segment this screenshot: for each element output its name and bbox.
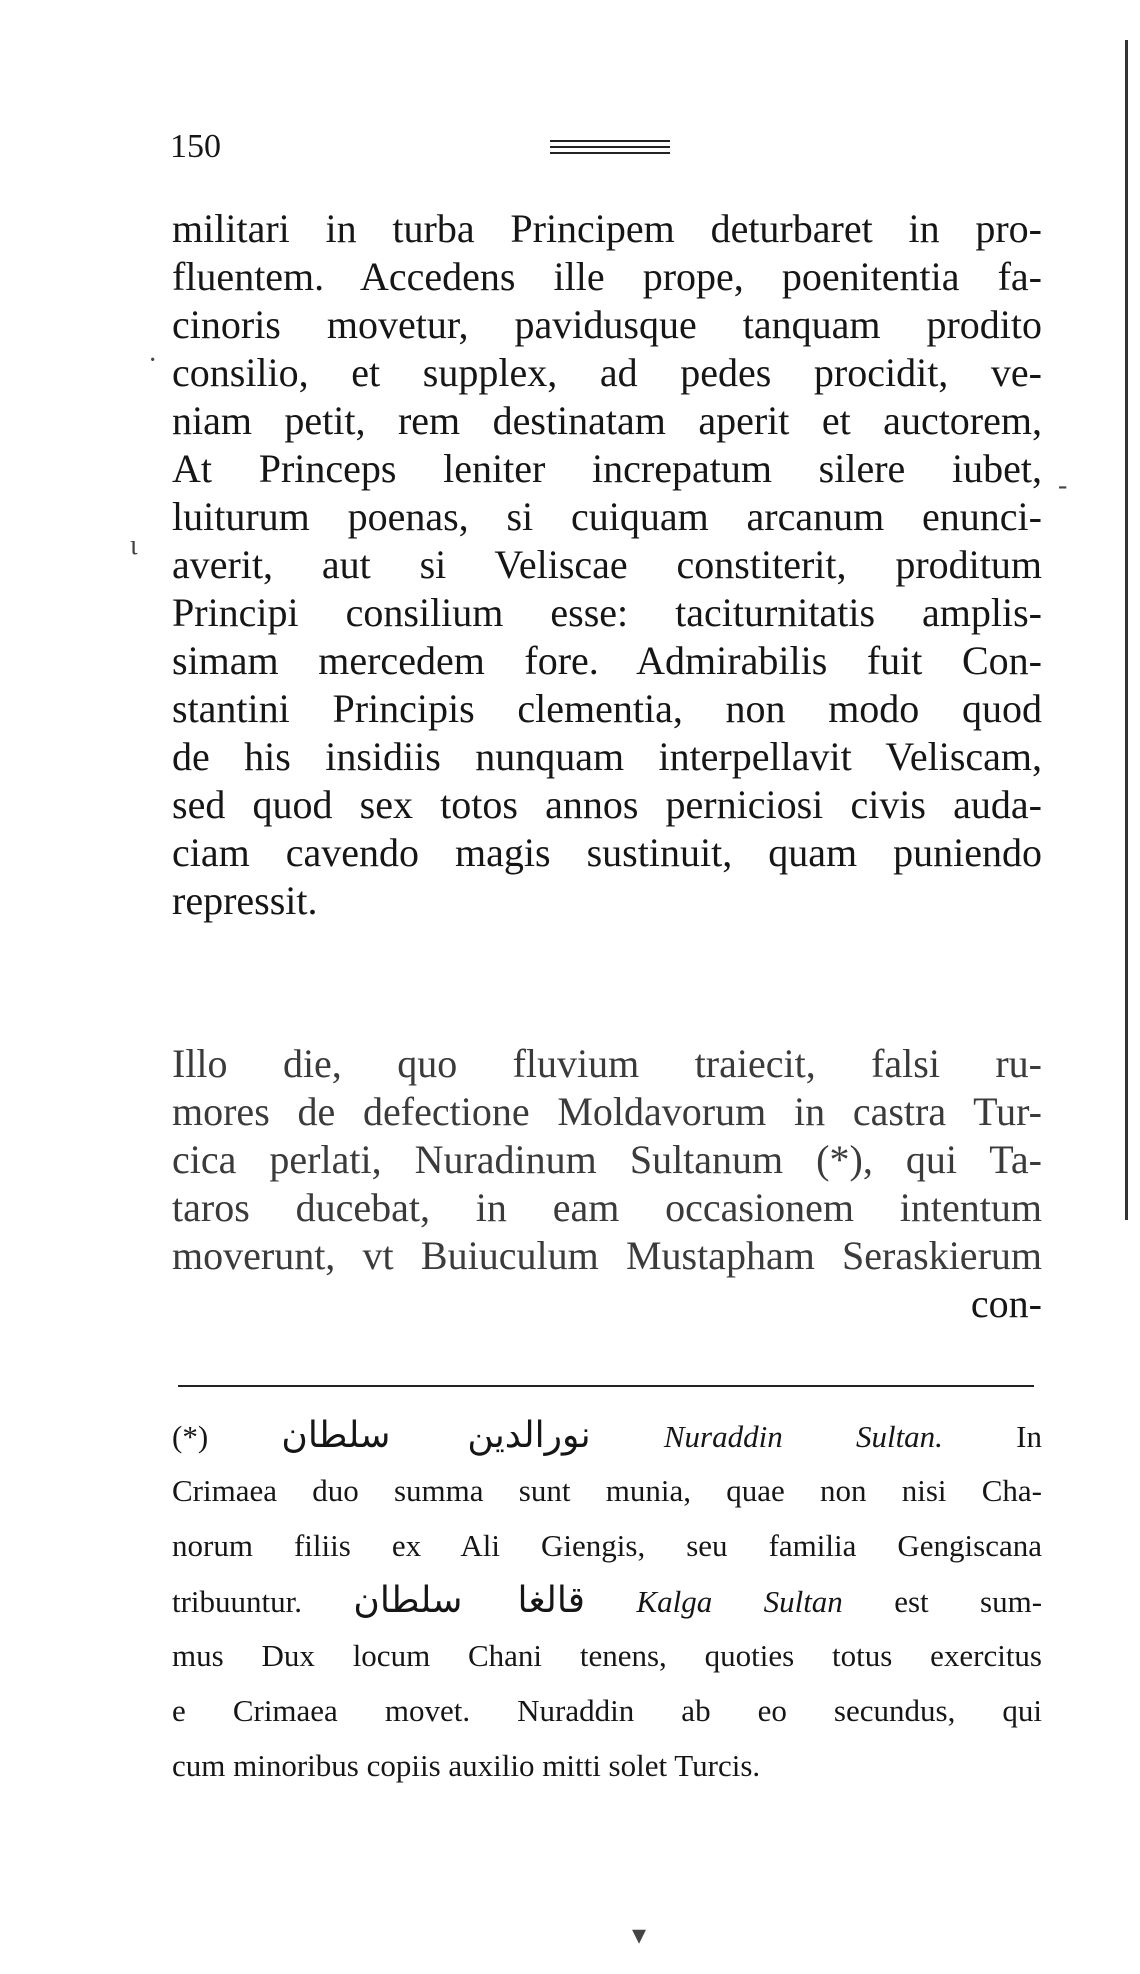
p1-line-4: consilio, et supplex, ad pedes procidit, ve- [172, 350, 1042, 395]
p1-line-1: militari in turba Principem deturbaret in pro- [172, 206, 1042, 251]
footnote [172, 1408, 1042, 1793]
margin-mark: - [1058, 470, 1068, 501]
footnote-text-1: In [1016, 1419, 1042, 1454]
margin-mark: ι [130, 530, 138, 561]
p2-line-3: cica perlati, Nuradinum Sultanum (*), qui Ta- [172, 1137, 1042, 1182]
catchword-block [172, 1280, 1042, 1328]
p1-line-3: cinoris movetur, pavidusque tanquam prodito [172, 302, 1042, 347]
footnote-line-1: Crimaea duo summa sunt munia, quae non nisi Cha- [172, 1473, 1042, 1508]
arabic-name-1: نورالدين سلطان [281, 1415, 591, 1456]
footnote-after-line-2: e Crimaea movet. Nuraddin ab eo secundus, qui [172, 1693, 1042, 1728]
p2-line-4: taros ducebat, in eam occasionem intentum [172, 1185, 1042, 1230]
p1-line-14: ciam cavendo magis sustinuit, quam puniendo [172, 830, 1042, 875]
p1-line-8: averit, aut si Veliscae constiterit, proditum [172, 542, 1042, 587]
p1-line-13: sed quod sex totos annos perniciosi civis auda- [172, 782, 1042, 827]
margin-mark: · [148, 345, 158, 376]
paragraph-1 [172, 205, 1042, 925]
p2-line-1: Illo die, quo fluvium traiecit, falsi ru- [172, 1041, 1042, 1086]
p1-line-2: fluentem. Accedens ille prope, poenitentia fa- [172, 254, 1042, 299]
footnote-line4-end: est sum- [894, 1584, 1042, 1619]
catchword: con- [970, 1281, 1042, 1326]
p1-line-9: Principi consilium esse: taciturnitatis amplis- [172, 590, 1042, 635]
p1-line-12: de his insidiis nunquam interpellavit Veliscam, [172, 734, 1042, 779]
p1-line-11: stantini Principis clementia, non modo quod [172, 686, 1042, 731]
p1-line-10: simam mercedem fore. Admirabilis fuit Con- [172, 638, 1042, 683]
p1-line-15: repressit. [172, 878, 318, 923]
page-number: 150 [170, 128, 221, 165]
footnote-rule [178, 1385, 1034, 1387]
footnote-line-2: norum filiis ex Ali Giengis, seu familia Gengiscana [172, 1528, 1042, 1563]
p2-line-5: moverunt, vt Buiuculum Mustapham Seraskierum [172, 1233, 1042, 1278]
p1-line-5: niam petit, rem destinatam aperit et auctorem, [172, 398, 1042, 443]
header-ornament [550, 140, 670, 158]
p1-line-7: luiturum poenas, si cuiquam arcanum enunci- [172, 494, 1042, 539]
footnote-after-line-3: cum minoribus copiis auxilio mitti solet Turcis. [172, 1748, 761, 1783]
paragraph-2 [172, 1040, 1042, 1280]
footnote-line-4 [172, 1573, 1042, 1628]
footnote-line4-start: tribuuntur. [172, 1584, 303, 1619]
arabic-name-2: قالغا سلطان [353, 1580, 586, 1621]
footnote-marker: (*) [172, 1419, 209, 1454]
binding-edge [1125, 40, 1128, 1220]
footnote-line-1 [172, 1408, 1042, 1463]
margin-mark: ▾ [632, 1920, 647, 1951]
footnote-name-2: Kalga Sultan [636, 1584, 843, 1619]
footnote-after-line-1: mus Dux locum Chani tenens, quoties totus exercitus [172, 1638, 1042, 1673]
footnote-name-1: Nuraddin Sultan. [663, 1419, 943, 1454]
p1-line-6: At Princeps leniter increpatum silere iubet, [172, 446, 1042, 491]
p2-line-2: mores de defectione Moldavorum in castra Tur- [172, 1089, 1042, 1134]
